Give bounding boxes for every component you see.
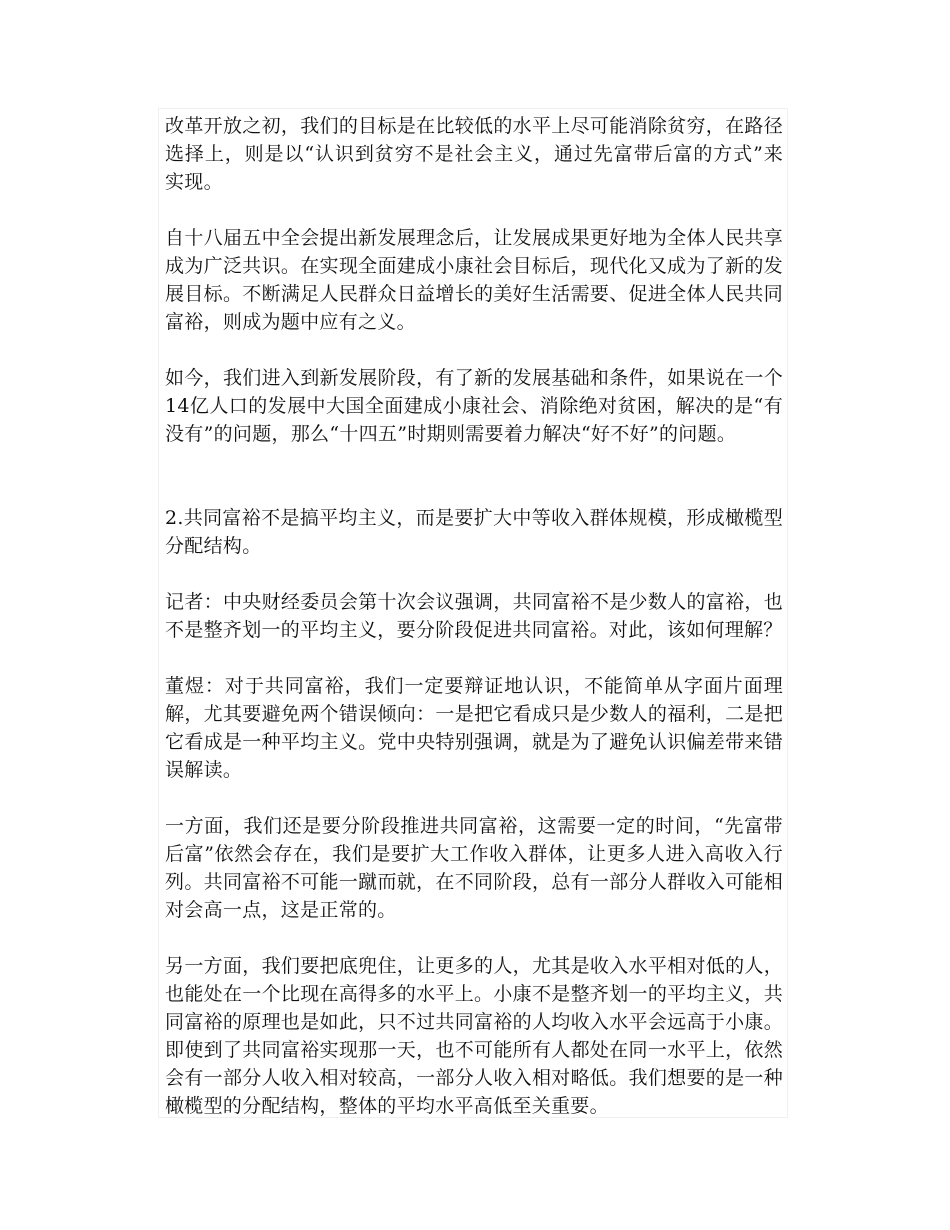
section-gap bbox=[165, 476, 783, 504]
paragraph-question: 记者：中央财经委员会第十次会议强调，共同富裕不是少数人的富裕，也不是整齐划一的平均主义，要分阶段促进共同富裕。对此，该如何理解？ bbox=[165, 591, 783, 641]
paragraph-3: 如今，我们进入到新发展阶段，有了新的发展基础和条件，如果说在一个14亿人口的发展中大国全面建成小康社会、消除绝对贫困，解决的是“有没有”的问题，那么“十四五”时期则需要着力解决“好不好”的问题。 bbox=[165, 367, 783, 445]
paragraph-1: 改革开放之初，我们的目标是在比较低的水平上尽可能消除贫穷，在路径选择上，则是以“认识到贫穷不是社会主义，通过先富带后富的方式”来实现。 bbox=[165, 115, 783, 193]
paragraph-2: 自十八届五中全会提出新发展理念后，让发展成果更好地为全体人民共享成为广泛共识。在实现全面建成小康社会目标后，现代化又成为了新的发展目标。不断满足人民群众日益增长的美好生活需要、促进全体人民共同富裕，则成为题中应有之义。 bbox=[165, 227, 783, 333]
document-body bbox=[165, 112, 783, 1148]
section-heading: 2.共同富裕不是搞平均主义，而是要扩大中等收入群体规模，形成橄榄型分配结构。 bbox=[165, 507, 783, 557]
paragraph-answer: 董煜：对于共同富裕，我们一定要辩证地认识，不能简单从字面片面理解，尤其要避免两个错误倾向：一是把它看成只是少数人的福利，二是把它看成是一种平均主义。党中央特别强调，就是为了避免认识偏差带来错误解读。 bbox=[165, 675, 783, 781]
paragraph-one-hand: 一方面，我们还是要分阶段推进共同富裕，这需要一定的时间，“先富带后富”依然会存在，我们是要扩大工作收入群体，让更多人进入高收入行列。共同富裕不可能一蹴而就，在不同阶段，总有一部分人群收入可能相对会高一点，这是正常的。 bbox=[165, 815, 783, 921]
paragraph-other-hand: 另一方面，我们要把底兜住，让更多的人，尤其是收入水平相对低的人，也能处在一个比现在高得多的水平上。小康不是整齐划一的平均主义，共同富裕的原理也是如此，只不过共同富裕的人均收入水平会远高于小康。即使到了共同富裕实现那一天，也不可能所有人都处在同一水平上，依然会有一部分人收入相对较高，一部分人收入相对略低。我们想要的是一种橄榄型的分配结构，整体的平均水平高低至关重要。 bbox=[165, 955, 783, 1117]
